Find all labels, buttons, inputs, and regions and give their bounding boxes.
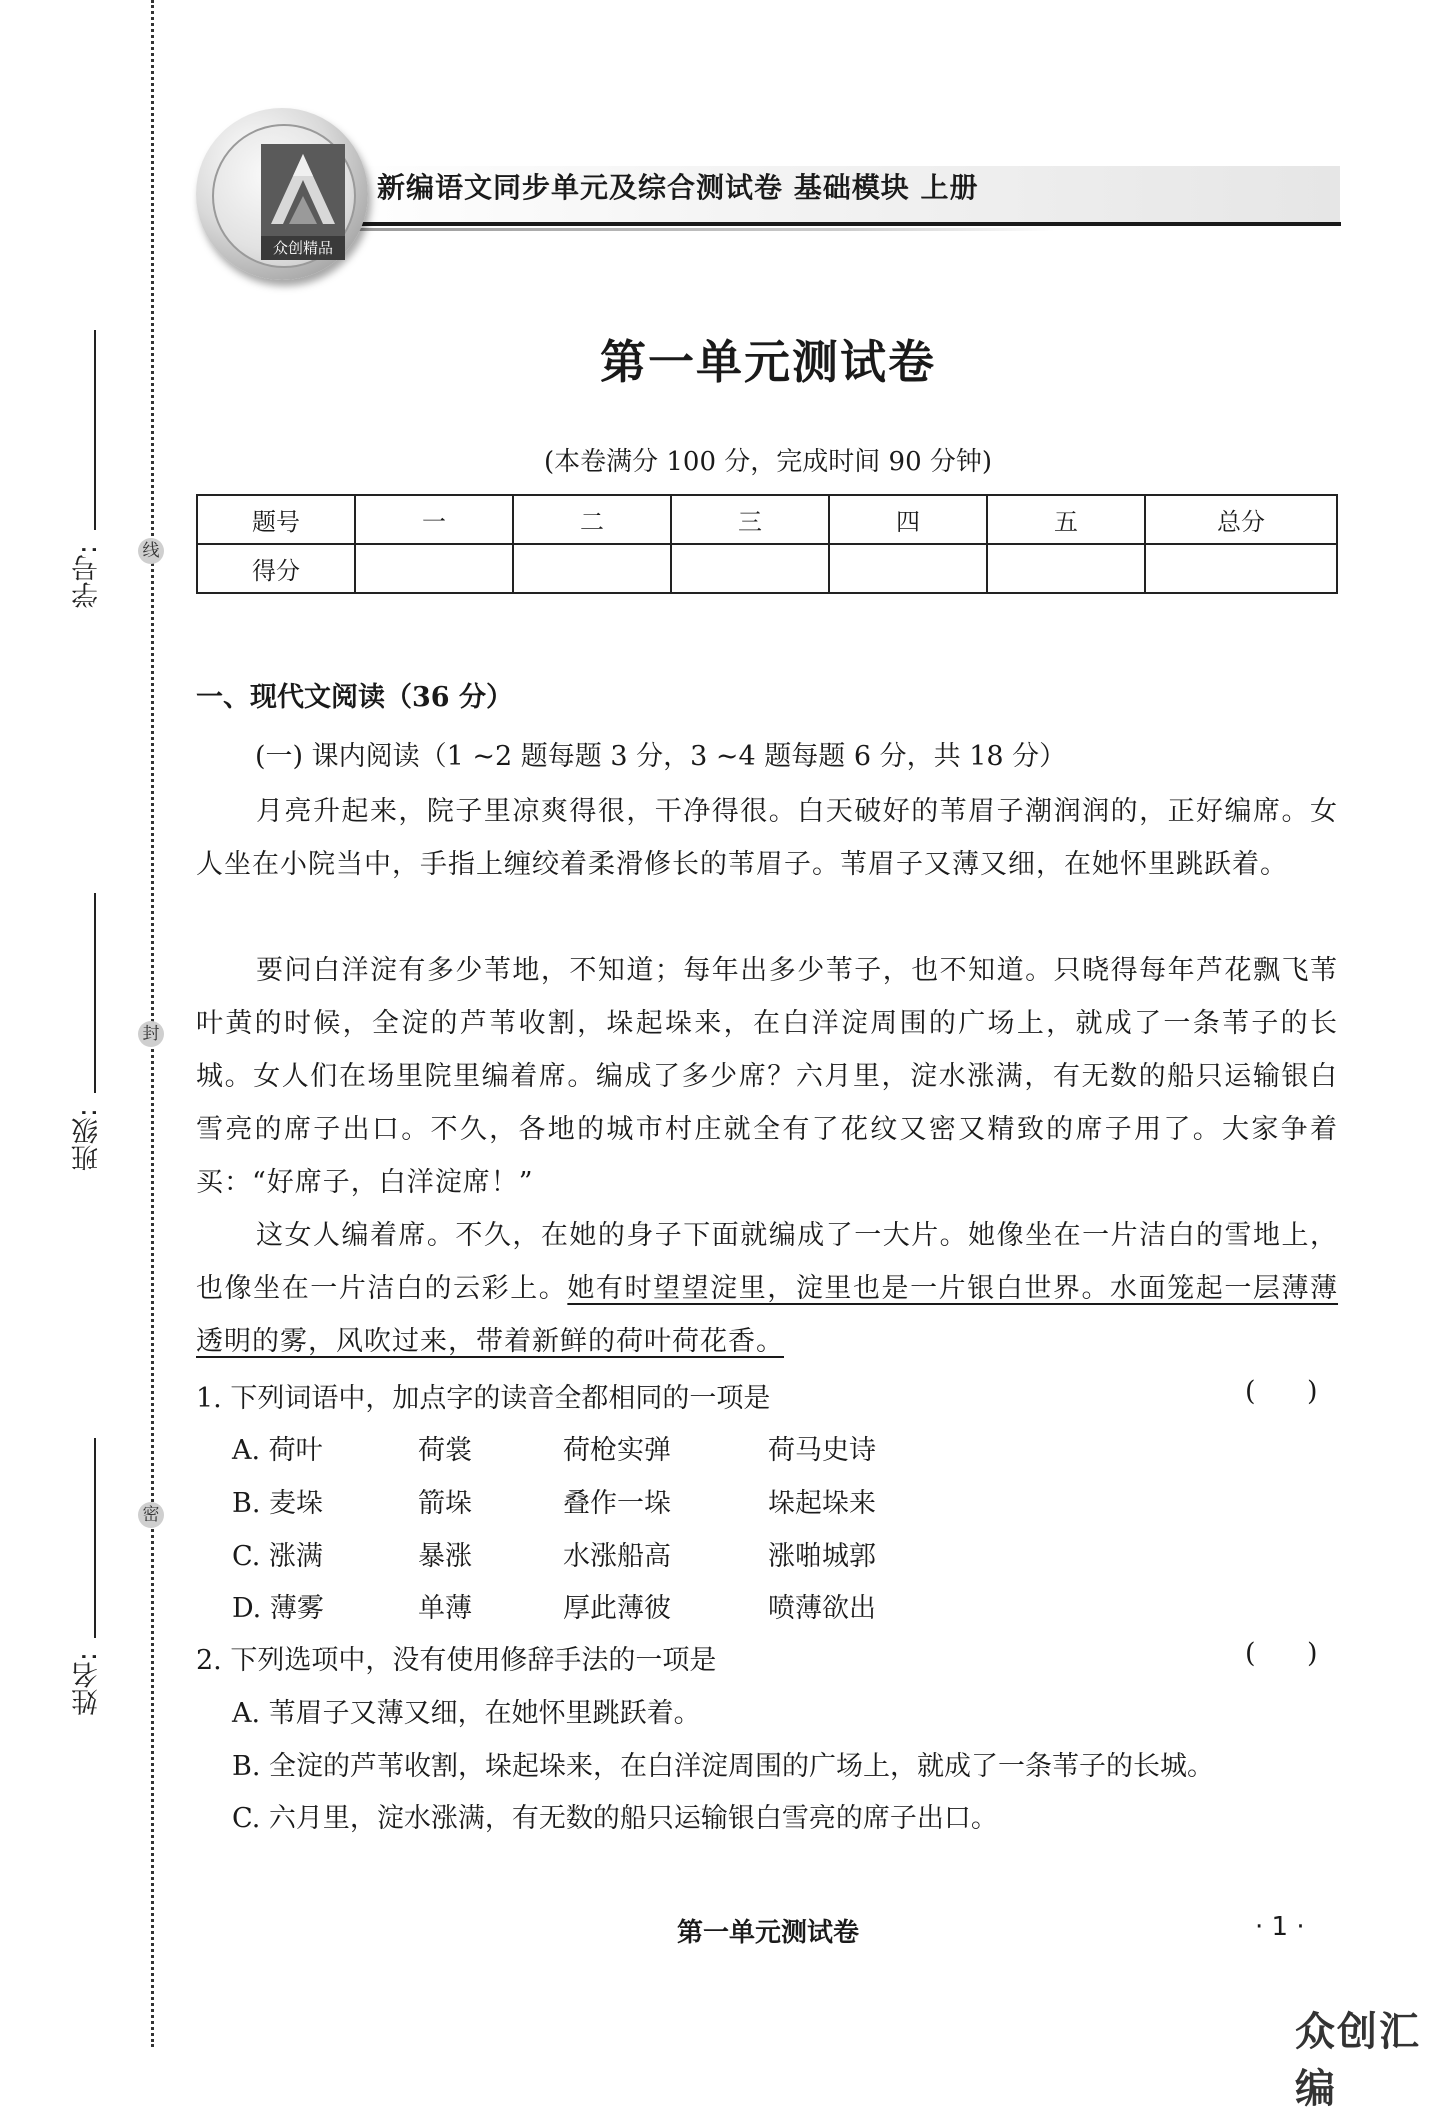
reading-paragraph-1: 月亮升起来，院子里凉爽得很，干净得很。白天破好的苇眉子潮润润的，正好编席。女人坐在小院当中，手指上缠绞着柔滑修长的苇眉子。苇眉子又薄又细，在她怀里跳跃着。 xyxy=(196,796,1338,880)
answer-bracket[interactable]: ( ) xyxy=(1245,1376,1318,1407)
header-rule xyxy=(355,222,1341,226)
q1-option-d-word: 单薄 xyxy=(418,1593,472,1624)
score-header-cell: 四 xyxy=(829,495,987,544)
q1-option-d-word: 厚此薄彼 xyxy=(563,1593,671,1624)
q1-option-a-word: 荷马史诗 xyxy=(768,1435,876,1466)
q2-option-b: B. 全淀的芦苇收割，垛起垛来，在白洋淀周围的广场上，就成了一条苇子的长城。 xyxy=(232,1751,1215,1782)
q2-option-c: C. 六月里，淀水涨满，有无数的船只运输银白雪亮的席子出口。 xyxy=(232,1803,998,1834)
header-rule-shadow xyxy=(355,228,1055,231)
underlined-sentence: 她有时望望淀里，淀里也是一片银白世界。水面笼起一层薄薄透明的雾，风吹过来，带着新鲜的荷叶荷花香。 xyxy=(196,1273,1339,1357)
q1-option-c-word: 水涨船高 xyxy=(563,1541,671,1572)
exam-subtitle: (本卷满分 100 分，完成时间 90 分钟) xyxy=(543,447,993,477)
q1-option-a: A. 荷叶 xyxy=(232,1435,323,1466)
score-cell[interactable] xyxy=(987,544,1145,593)
q1-option-a-word: 荷裳 xyxy=(418,1435,472,1466)
footer-title: 第一单元测试卷 xyxy=(676,1918,859,1948)
exam-title: 第一单元测试卷 xyxy=(600,335,936,389)
q1-option-c-word: 暴涨 xyxy=(418,1541,472,1572)
section-heading: 一、现代文阅读（36 分） xyxy=(196,682,513,713)
series-title: 新编语文同步单元及综合测试卷 基础模块 上册 xyxy=(377,171,979,204)
score-header-cell: 三 xyxy=(671,495,829,544)
paragraph-3-text: 这女人编着席。不久，在她的身子下面就编成了一大片。她像坐在一片洁白的雪地上，也像坐在一片洁白的云彩上。 xyxy=(196,1220,1338,1304)
class-line xyxy=(94,893,96,1093)
q1-option-d-word: 喷薄欲出 xyxy=(768,1593,876,1624)
seal-line-mark: 线 xyxy=(138,538,164,564)
score-header-cell: 五 xyxy=(987,495,1145,544)
q1-option-b: B. 麦垛 xyxy=(232,1488,324,1519)
q1-option-a-word: 荷枪实弹 xyxy=(563,1435,671,1466)
score-header-cell: 二 xyxy=(513,495,671,544)
q1-option-c-word: 涨啪城郭 xyxy=(768,1541,876,1572)
score-cell[interactable] xyxy=(513,544,671,593)
q1-option-b-word: 叠作一垛 xyxy=(563,1488,671,1519)
name-line xyxy=(94,1438,96,1638)
seal-seal-mark: 封 xyxy=(138,1021,164,1047)
score-cell[interactable] xyxy=(355,544,513,593)
page-number: · 1 · xyxy=(1255,1912,1305,1942)
name-label: 姓名: xyxy=(72,1652,103,1716)
score-cell[interactable] xyxy=(1145,544,1337,593)
q1-option-d: D. 薄雾 xyxy=(232,1593,324,1624)
answer-bracket[interactable]: ( ) xyxy=(1245,1638,1318,1669)
reading-paragraph-2: 要问白洋淀有多少苇地，不知道；每年出多少苇子，也不知道。只晓得每年芦花飘飞苇叶黄的时候，全淀的芦苇收割，垛起垛来，在白洋淀周围的广场上，就成了一条苇子的长城。女人们在场里院里编着席。编成了多少席？六月里，淀水涨满，有无数的船只运输银白雪亮的席子出口。不久，各地的城市村庄就全有了花纹又密又精致的席子用了。大家争着买：“好席子，白洋淀席！” xyxy=(196,955,1338,1198)
class-label: 班级: xyxy=(72,1108,103,1172)
seal-secret-mark: 密 xyxy=(138,1502,164,1528)
watermark: 众创汇编 xyxy=(1295,2009,1421,2112)
score-cell[interactable] xyxy=(829,544,987,593)
score-table xyxy=(196,494,1338,594)
q1-option-b-word: 垛起垛来 xyxy=(768,1488,876,1519)
score-row-label: 得分 xyxy=(197,544,355,593)
question-2-stem: 2. 下列选项中，没有使用修辞手法的一项是 xyxy=(196,1645,717,1676)
score-table-score-row xyxy=(197,544,1337,593)
score-cell[interactable] xyxy=(671,544,829,593)
score-header-cell: 总分 xyxy=(1145,495,1337,544)
score-table-header-row xyxy=(197,495,1337,544)
q2-option-a: A. 苇眉子又薄又细，在她怀里跳跃着。 xyxy=(232,1698,701,1729)
logo-text: 众创精品 xyxy=(261,236,345,260)
logo-disc xyxy=(212,124,356,268)
brand-logo xyxy=(196,108,368,280)
question-1-stem: 1. 下列词语中，加点字的读音全都相同的一项是 xyxy=(196,1383,771,1414)
sub-section-heading: (一) 课内阅读（1 ~2 题每题 3 分，3 ~4 题每题 6 分，共 18 分） xyxy=(255,741,1067,772)
score-header-cell: 题号 xyxy=(197,495,355,544)
q1-option-b-word: 箭垛 xyxy=(418,1488,472,1519)
student-id-label: 学号: xyxy=(72,545,103,609)
reading-paragraph-3 xyxy=(196,1209,1338,1368)
q1-option-c: C. 涨满 xyxy=(232,1541,323,1572)
score-header-cell: 一 xyxy=(355,495,513,544)
